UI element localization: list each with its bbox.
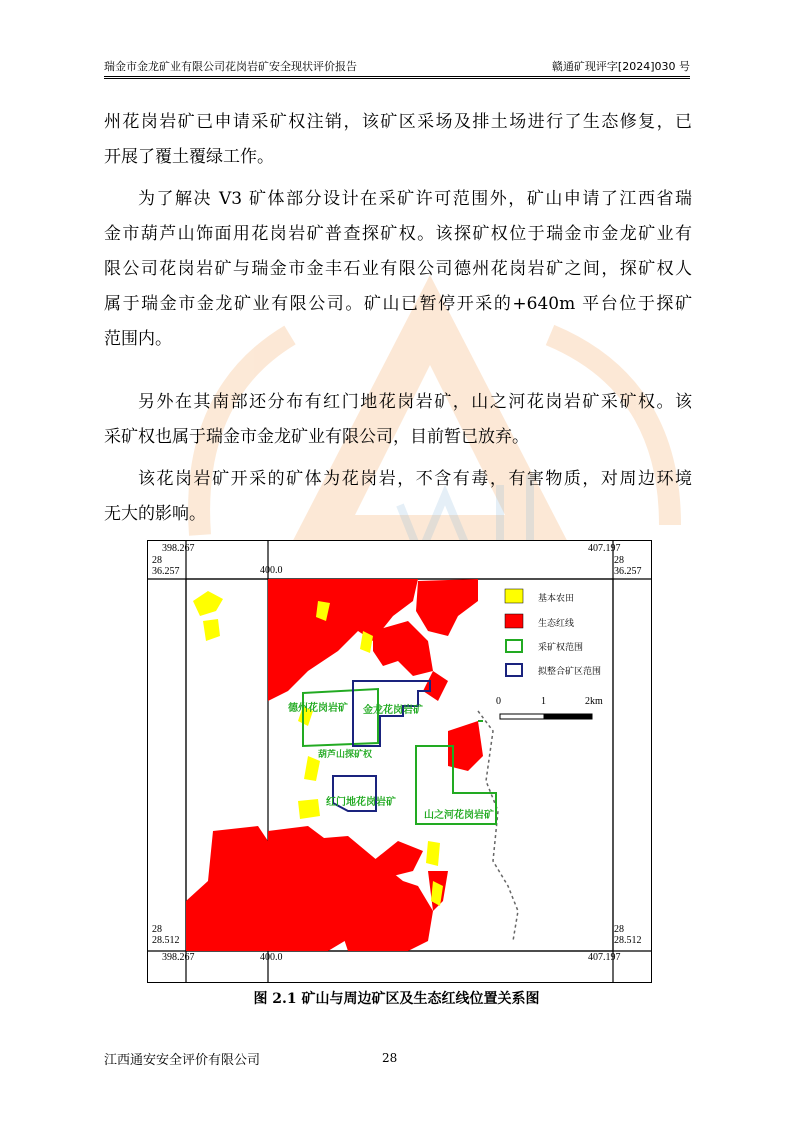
coord-left-bottom-y1: 28 bbox=[152, 924, 162, 935]
text-line: 另外在其南部还分布有红门地花岗岩矿，山之河花岗岩矿采矿权。该 bbox=[138, 392, 692, 412]
boundary-line bbox=[478, 711, 518, 941]
text-line: 采矿权也属于瑞金市金龙矿业有限公司，目前暂已放弃。 bbox=[104, 427, 529, 447]
text-line: 州花岗岩矿已申请采矿权注销，该矿区采场及排土场进行了生态修复，已 bbox=[104, 112, 692, 132]
coord-left-top-y2: 36.257 bbox=[152, 566, 180, 577]
text-line: 无大的影响。 bbox=[104, 504, 206, 524]
legend-swatch-farmland bbox=[505, 589, 523, 603]
map-legend bbox=[505, 589, 523, 676]
coord-right-bottom-y2: 28.512 bbox=[614, 935, 642, 946]
label-hongmendi-mine: 红门地花岗岩矿 bbox=[326, 797, 396, 808]
legend-proposed-label: 拟整合矿区范围 bbox=[538, 667, 602, 677]
header-divider bbox=[104, 78, 690, 79]
legend-mining-label: 采矿权范围 bbox=[538, 643, 584, 653]
label-hulushan-exploration: 葫芦山探矿权 bbox=[318, 750, 373, 760]
page-number: 28 bbox=[382, 1051, 398, 1065]
legend-redline-label: 生态红线 bbox=[538, 619, 575, 629]
figure-caption: 图 2.1 矿山与周边矿区及生态红线位置关系图 bbox=[253, 991, 540, 1007]
label-jinlong-mine: 金龙花岗岩矿 bbox=[363, 705, 423, 716]
coord-right-top-y2: 36.257 bbox=[614, 566, 642, 577]
text-line: 该花岗岩矿开采的矿体为花岗岩，不含有毒，有害物质，对周边环境 bbox=[138, 469, 692, 489]
footer-company: 江西通安安全评价有限公司 bbox=[104, 1053, 261, 1068]
text-line: 范围内。 bbox=[104, 329, 172, 349]
coord-bottom-left-x: 398.267 bbox=[162, 952, 195, 963]
document-number: 赣通矿现评字[2024]030 号 bbox=[551, 60, 690, 73]
coord-right-top-y1: 28 bbox=[614, 555, 624, 566]
paragraph-4 bbox=[104, 462, 692, 532]
coord-right-bottom-y1: 28 bbox=[614, 924, 624, 935]
text-line: 限公司花岗岩矿与瑞金市金丰石业有限公司德州花岗岩矿之间，探矿权人 bbox=[104, 259, 692, 279]
scale-bar bbox=[500, 714, 592, 719]
legend-swatch-redline bbox=[505, 614, 523, 628]
scale-two: 2km bbox=[585, 696, 603, 707]
text-line: 为了解决 V3 矿体部分设计在采矿许可范围外，矿山申请了江西省瑞 bbox=[138, 189, 692, 209]
coord-top-left-x: 398.267 bbox=[162, 543, 195, 554]
scale-zero: 0 bbox=[496, 696, 501, 707]
paragraph-2 bbox=[104, 182, 692, 357]
page-header bbox=[104, 56, 690, 77]
paragraph-3 bbox=[104, 385, 692, 455]
coord-mid-x: 400.0 bbox=[260, 565, 283, 576]
coord-top-right-x: 407.197 bbox=[588, 543, 621, 554]
label-dezhou-mine: 德州花岗岩矿 bbox=[288, 703, 348, 714]
legend-swatch-mining bbox=[506, 640, 522, 652]
text-line: 金市葫芦山饰面用花岗岩矿普查探矿权。该探矿权位于瑞金市金龙矿业有 bbox=[104, 224, 692, 244]
coord-bottom-right-x: 407.197 bbox=[588, 952, 621, 963]
text-line: 属于瑞金市金龙矿业有限公司。矿山已暂停开采的+640m 平台位于探矿 bbox=[104, 294, 692, 314]
scale-one: 1 bbox=[541, 696, 546, 707]
location-map bbox=[147, 540, 652, 983]
paragraph-1 bbox=[104, 105, 692, 175]
text-line: 开展了覆土覆绿工作。 bbox=[104, 147, 274, 167]
legend-swatch-proposed bbox=[506, 664, 522, 676]
map-graphic bbox=[148, 541, 651, 982]
report-title: 瑞金市金龙矿业有限公司花岗岩矿安全现状评价报告 bbox=[104, 60, 357, 73]
coord-bottom-mid-x: 400.0 bbox=[260, 952, 283, 963]
coord-left-bottom-y2: 28.512 bbox=[152, 935, 180, 946]
legend-farmland-label: 基本农田 bbox=[538, 594, 575, 604]
label-shanzhihe-mine: 山之河花岗岩矿 bbox=[424, 810, 494, 821]
coord-left-top-y1: 28 bbox=[152, 555, 162, 566]
